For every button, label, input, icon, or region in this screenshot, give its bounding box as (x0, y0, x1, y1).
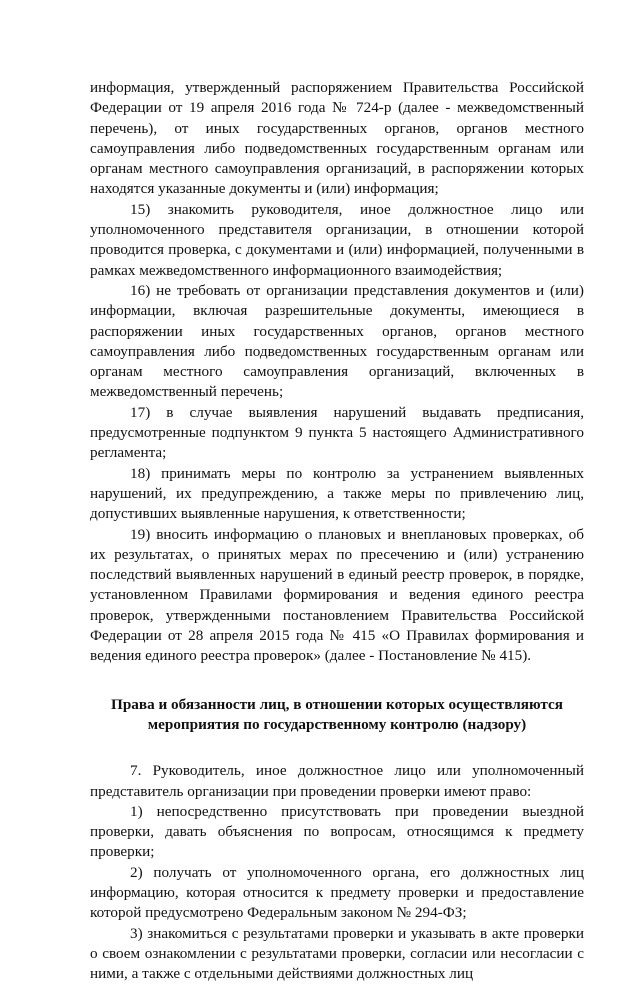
paragraph-item-19: 19) вносить информацию о плановых и внеплановых проверках, об их результатах, о принятых мерах по пресечению и (или) устранению последствий выявленных нарушений в единый реестр проверок, в порядке, установленном Правилами формирования и ведения единого реестра проверок, утвержденными постановлением Правительства Российской Федерации от 28 апреля 2015 года № 415 «О Правилах формирования и ведения единого реестра проверок» (далее - Постановление № 415). (90, 525, 584, 665)
section-heading: Права и обязанности лиц, в отношении которых осуществляются мероприятия по государственному контролю (надзору) (111, 695, 563, 733)
paragraph-item-18: 18) принимать меры по контролю за устранением выявленных нарушений, их предупреждению, а также меры по привлечению лиц, допустивших выявленные нарушения, к ответственности; (90, 464, 584, 523)
paragraph-item-15: 15) знакомить руководителя, иное должностное лицо или уполномоченного представителя организации, в отношении которой проводится проверка, с документами и (или) информацией, полученными в рамках межведомственного информационного взаимодействия; (90, 200, 584, 279)
paragraph-item-17: 17) в случае выявления нарушений выдавать предписания, предусмотренные подпунктом 9 пункта 5 настоящего Административного регламента; (90, 403, 584, 462)
paragraph-right-2: 2) получать от уполномоченного органа, его должностных лиц информацию, которая относится к предмету проверки и предоставление которой предусмотрено Федеральным законом № 294-ФЗ; (90, 863, 584, 922)
body-bottom (90, 761, 584, 984)
paragraph-right-1: 1) непосредственно присутствовать при проведении выездной проверки, давать объяснения по вопросам, относящимся к предмету проверки; (90, 802, 584, 861)
paragraph-right-3: 3) знакомиться с результатами проверки и указывать в акте проверки о своем ознакомлении с результатами проверки, согласии или несогласии с ними, а также с отдельными действиями должностных лиц (90, 924, 584, 983)
body-top (90, 78, 584, 667)
paragraph-continuation: информация, утвержденный распоряжением Правительства Российской Федерации от 19 апреля 2016 года № 724-р (далее - межведомственный перечень), от иных государственных органов, органов местного самоуправления либо подведомственных государственным органам или органам местного самоуправления организаций, в распоряжении которых находятся указанные документы и (или) информация; (90, 79, 584, 198)
paragraph-item-16: 16) не требовать от организации представления документов и (или) информации, включая разрешительные документы, имеющиеся в распоряжении иных государственных органов, органов местного самоуправления либо подведомственных государственным органам или органам местного самоуправления организаций, включенных в межведомственный перечень; (90, 281, 584, 401)
paragraph-clause-7: 7. Руководитель, иное должностное лицо или уполномоченный представитель организации при проведении проверки имеют право: (90, 762, 584, 800)
